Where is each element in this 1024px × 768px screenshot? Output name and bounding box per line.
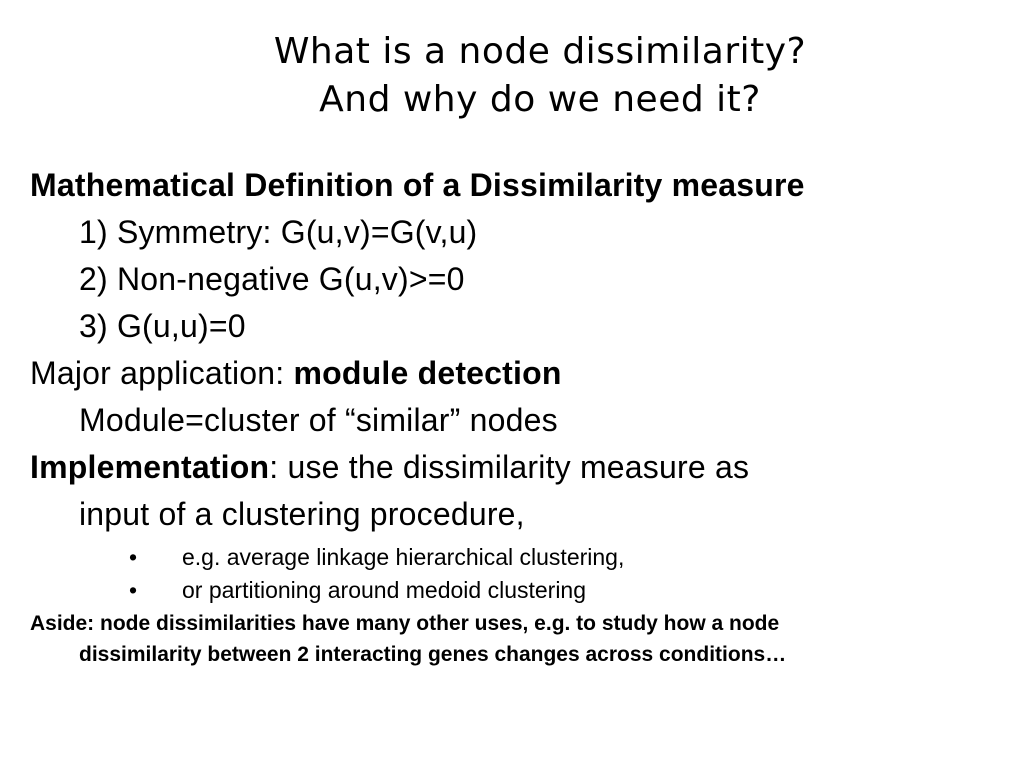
application-emphasis: module detection xyxy=(293,355,562,391)
bullet-text-2: or partitioning around medoid clustering xyxy=(182,577,587,603)
title-line-2: And why do we need it? xyxy=(319,79,761,120)
slide-title xyxy=(190,28,890,124)
aside-line-1: Aside: node dissimilarities have many other uses, e.g. to study how a node xyxy=(30,612,780,635)
implementation-continuation: input of a clustering procedure, xyxy=(79,496,525,532)
bullet-item xyxy=(30,574,1000,607)
definition-heading: Mathematical Definition of a Dissimilarity measure xyxy=(30,167,805,203)
application-line xyxy=(30,350,1000,397)
bullet-list xyxy=(30,541,1000,607)
bullet-icon: • xyxy=(129,544,138,570)
slide-body xyxy=(30,162,1000,670)
bullet-text-1: e.g. average linkage hierarchical clustering, xyxy=(182,544,625,570)
application-label: Major application: xyxy=(30,355,294,391)
bullet-icon: • xyxy=(129,577,138,603)
bullet-item xyxy=(30,541,1000,574)
title-line-1: What is a node dissimilarity? xyxy=(273,31,807,72)
implementation-label: Implementation xyxy=(30,449,270,485)
implementation-text: : use the dissimilarity measure as xyxy=(269,449,750,485)
definition-item-3: 3) G(u,u)=0 xyxy=(79,308,246,344)
implementation-line xyxy=(30,444,1000,491)
definition-item-1: 1) Symmetry: G(u,v)=G(v,u) xyxy=(79,214,478,250)
aside-line-2: dissimilarity between 2 interacting genes changes across conditions… xyxy=(79,643,787,666)
application-detail: Module=cluster of “similar” nodes xyxy=(79,402,558,438)
definition-item-2: 2) Non-negative G(u,v)>=0 xyxy=(79,261,465,297)
